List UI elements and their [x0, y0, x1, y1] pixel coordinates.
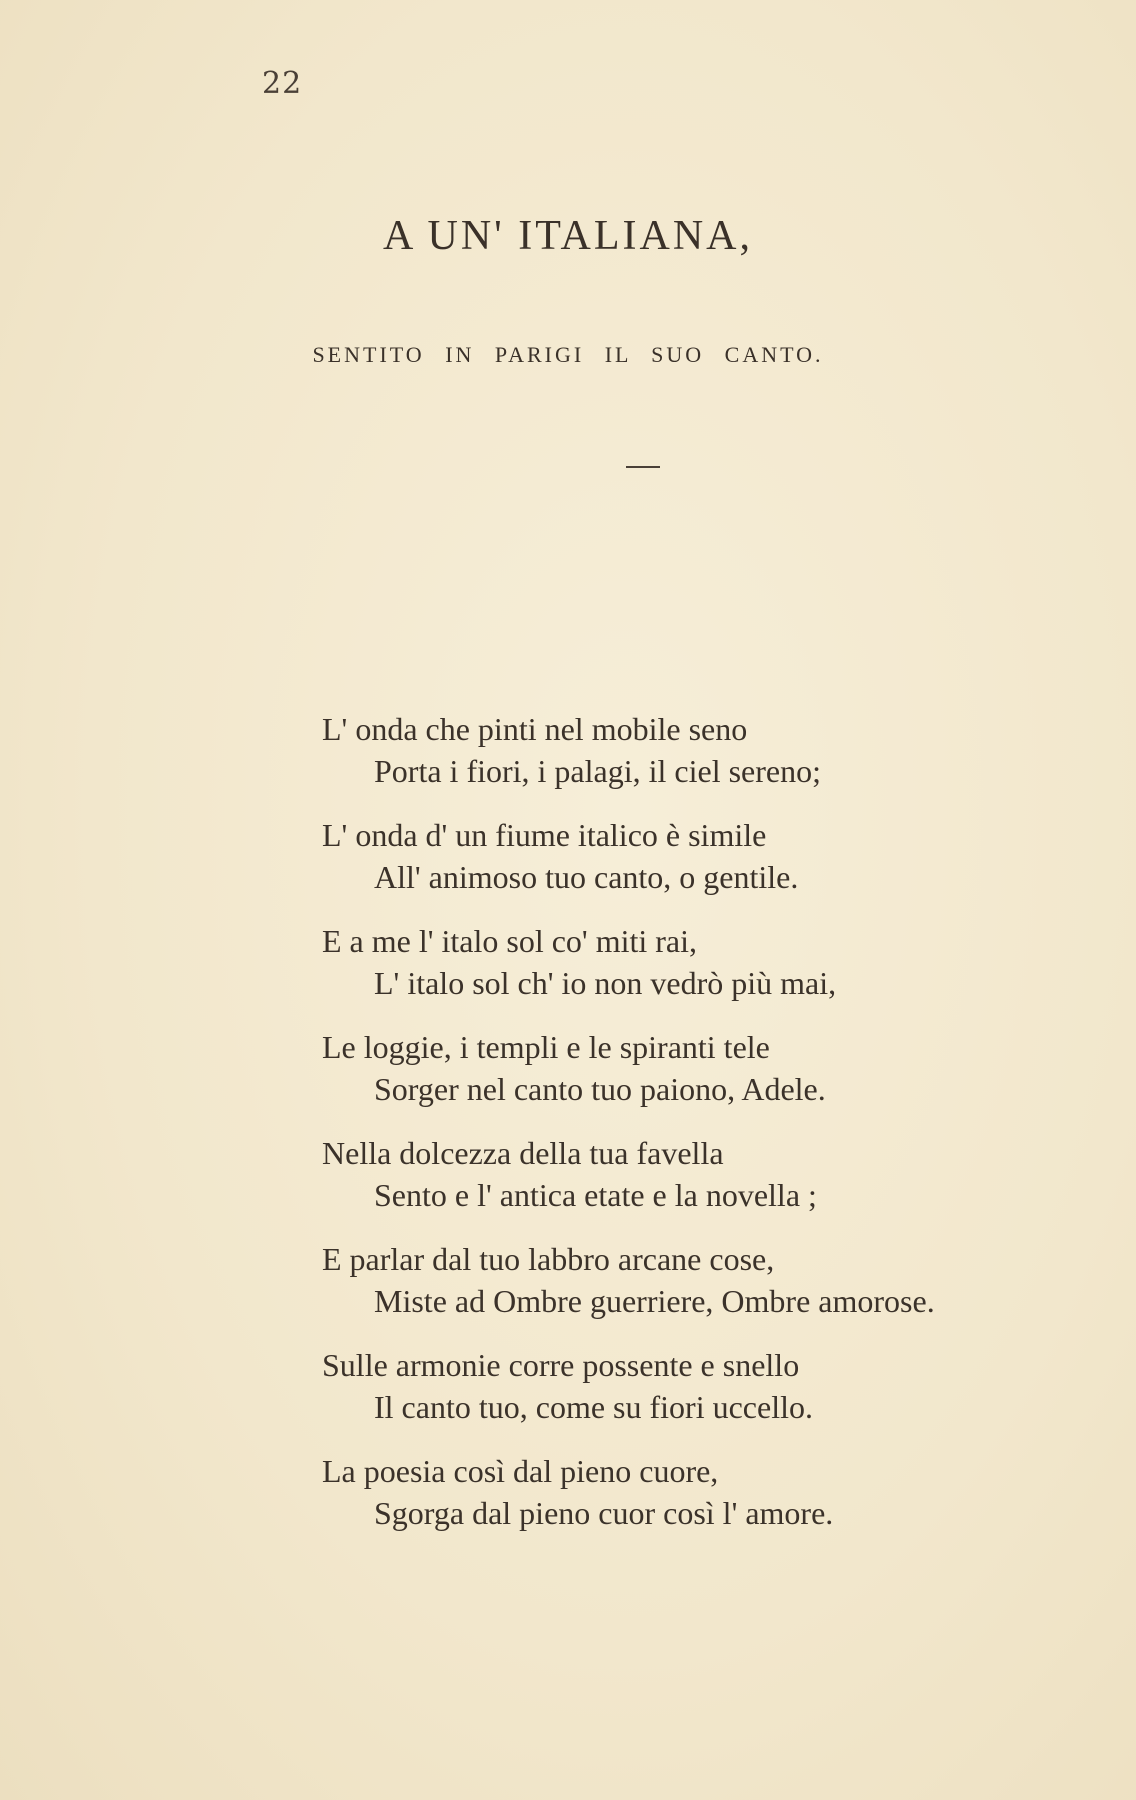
verse-line: Porta i fiori, i palagi, il ciel sereno;	[374, 753, 821, 789]
stanza	[322, 1026, 1102, 1110]
stanza	[322, 1238, 1102, 1322]
verse-line: L' italo sol ch' io non vedrò più mai,	[374, 965, 837, 1001]
verse-line: All' animoso tuo canto, o gentile.	[374, 859, 799, 895]
stanza	[322, 1344, 1102, 1428]
section-divider	[626, 466, 660, 468]
verse-line: La poesia così dal pieno cuore,	[322, 1453, 719, 1489]
verse-line: Sulle armonie corre possente e snello	[322, 1347, 800, 1383]
stanza	[322, 1132, 1102, 1216]
verse-line: Sgorga dal pieno cuor così l' amore.	[374, 1495, 834, 1531]
poem-subtitle: SENTITO IN PARIGI IL SUO CANTO.	[312, 342, 824, 367]
page-number: 22	[262, 66, 303, 101]
poem-title: A UN' ITALIANA,	[383, 213, 753, 259]
poem-body	[322, 708, 1102, 1556]
verse-line: L' onda d' un fiume italico è simile	[322, 817, 767, 853]
verse-line: Le loggie, i templi e le spiranti tele	[322, 1029, 770, 1065]
verse-line: Sorger nel canto tuo paiono, Adele.	[374, 1071, 826, 1107]
verse-line: Nella dolcezza della tua favella	[322, 1135, 724, 1171]
stanza	[322, 708, 1102, 792]
stanza	[322, 814, 1102, 898]
verse-line: E a me l' italo sol co' miti rai,	[322, 923, 697, 959]
verse-line: Il canto tuo, come su fiori uccello.	[374, 1389, 813, 1425]
verse-line: Sento e l' antica etate e la novella ;	[374, 1177, 817, 1213]
stanza	[322, 920, 1102, 1004]
verse-line: L' onda che pinti nel mobile seno	[322, 711, 748, 747]
stanza	[322, 1450, 1102, 1534]
verse-line: Miste ad Ombre guerriere, Ombre amorose.	[374, 1283, 935, 1319]
verse-line: E parlar dal tuo labbro arcane cose,	[322, 1241, 775, 1277]
